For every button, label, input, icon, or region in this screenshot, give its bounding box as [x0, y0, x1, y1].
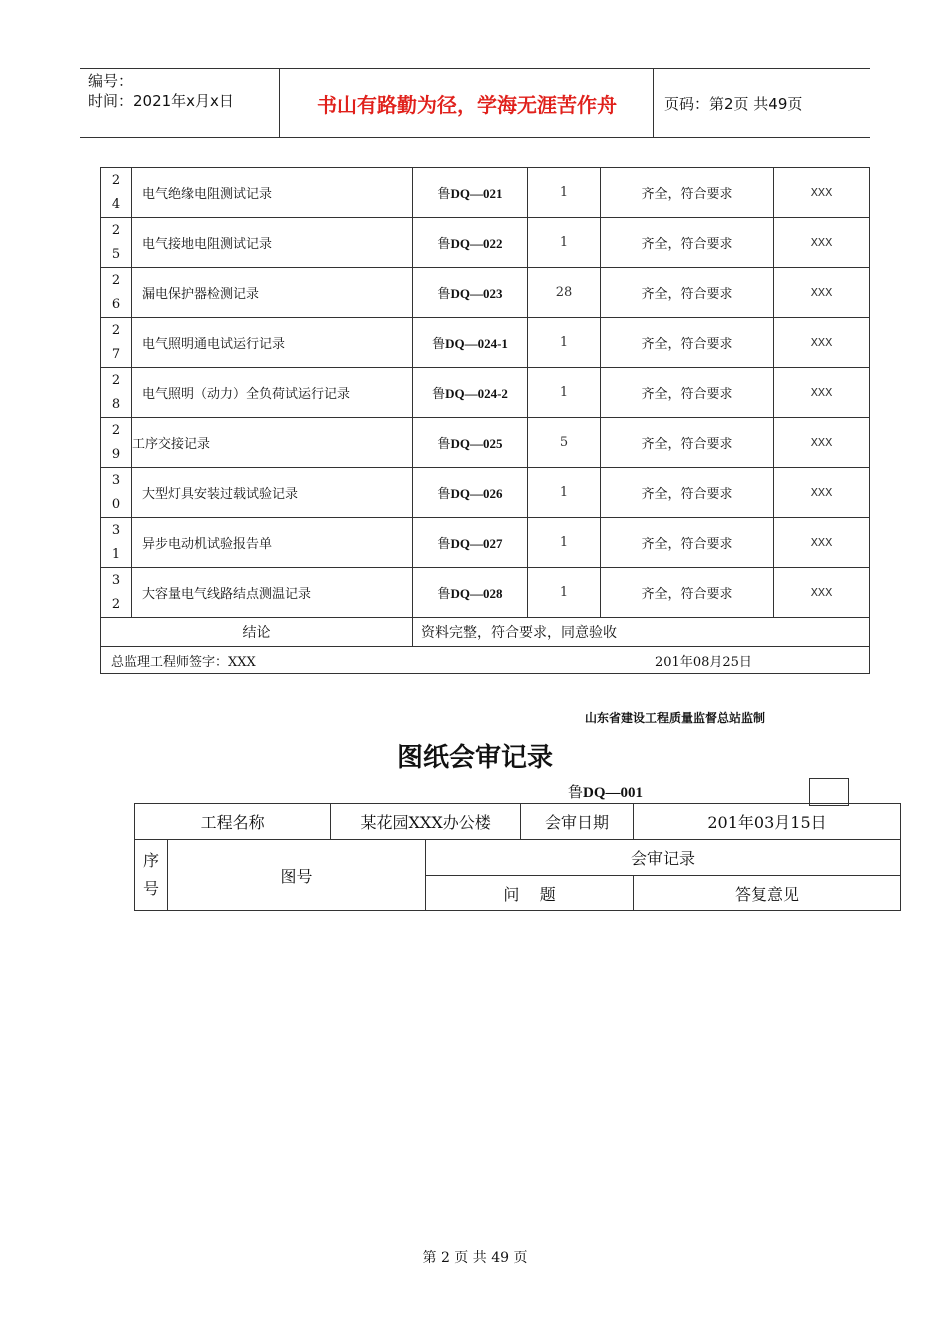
table-row	[101, 168, 870, 218]
row-code-value: DQ—022	[450, 236, 503, 251]
header-motto: 书山有路勤为径，学海无涯苦作舟	[281, 69, 654, 137]
row-status: 齐全，符合要求	[601, 568, 774, 618]
table-row	[101, 268, 870, 318]
row-qty: 1	[528, 318, 601, 368]
row-name: 异步电动机试验报告单	[132, 518, 413, 568]
row-number	[101, 418, 132, 468]
row-number-a: 2	[111, 272, 121, 288]
row-qty: 5	[528, 418, 601, 468]
conclusion-label: 结论	[101, 618, 413, 647]
doc-code-value: DQ—001	[583, 785, 644, 801]
number-label: 编号：	[88, 72, 134, 90]
row-status: 齐全，符合要求	[601, 418, 774, 468]
conclusion-text: 资料完整，符合要求，同意验收	[413, 618, 870, 647]
date-value: 201年03月15日	[634, 804, 901, 840]
table-row	[101, 418, 870, 468]
row-name: 电气接地电阻测试记录	[132, 218, 413, 268]
row-code-prefix: 鲁	[437, 487, 451, 502]
row-number-b: 8	[111, 396, 121, 412]
row-qty: 1	[528, 518, 601, 568]
row-name: 工序交接记录	[132, 418, 413, 468]
row-signer: XXX	[774, 418, 870, 468]
row-number-a: 2	[111, 222, 121, 238]
table-row	[101, 218, 870, 268]
row-number	[101, 218, 132, 268]
page-footer: 第 2 页 共 49 页	[422, 1250, 528, 1266]
row-number	[101, 268, 132, 318]
row-code-prefix: 鲁	[432, 387, 446, 402]
row-code	[413, 518, 528, 568]
row-code-value: DQ—021	[450, 186, 503, 201]
seq-b: 号	[142, 879, 159, 898]
row-code-prefix: 鲁	[437, 537, 451, 552]
conclusion-row	[101, 618, 870, 647]
table-row	[101, 468, 870, 518]
row-number-b: 7	[111, 346, 121, 362]
row-code-prefix: 鲁	[437, 587, 451, 602]
record-label: 会审记录	[426, 840, 901, 876]
row-code	[413, 168, 528, 218]
row-number-b: 0	[111, 496, 121, 512]
row-number-b: 5	[111, 246, 121, 262]
reply-header: 答复意见	[634, 876, 901, 911]
row-signer: XXX	[774, 468, 870, 518]
row-qty: 28	[528, 268, 601, 318]
row-number-b: 2	[111, 596, 121, 612]
row-signer: XXX	[774, 268, 870, 318]
row-code	[413, 218, 528, 268]
signature-row	[101, 647, 870, 674]
row-number-b: 6	[111, 296, 121, 312]
row-name: 电气照明（动力）全负荷试运行记录	[132, 368, 413, 418]
header-page-info: 页码：第2页 共49页	[664, 94, 803, 113]
page-header	[80, 68, 870, 138]
row-signer: XXX	[774, 168, 870, 218]
seq-header	[135, 840, 168, 911]
table-row	[101, 368, 870, 418]
row-number-a: 2	[111, 372, 121, 388]
row-code-prefix: 鲁	[432, 337, 446, 352]
table-row	[101, 318, 870, 368]
project-value: 某花园XXX办公楼	[331, 804, 521, 840]
table-row	[101, 568, 870, 618]
header-meta	[80, 69, 280, 137]
row-code-value: DQ—027	[450, 536, 503, 551]
record-header-row	[135, 840, 901, 876]
row-code	[413, 368, 528, 418]
row-code	[413, 468, 528, 518]
row-signer: XXX	[774, 218, 870, 268]
row-number	[101, 168, 132, 218]
table-row	[101, 518, 870, 568]
row-number	[101, 468, 132, 518]
row-qty: 1	[528, 218, 601, 268]
row-number	[101, 568, 132, 618]
supervisor-line: 山东省建设工程质量监督总站监制	[585, 711, 766, 725]
row-code-value: DQ—026	[450, 486, 503, 501]
row-status: 齐全，符合要求	[601, 318, 774, 368]
doc-title: 图纸会审记录	[396, 743, 553, 773]
row-number-a: 3	[111, 472, 121, 488]
row-number-b: 9	[111, 446, 121, 462]
row-status: 齐全，符合要求	[601, 368, 774, 418]
time-label: 时间：2021年x月x日	[88, 92, 234, 110]
project-row	[135, 804, 901, 840]
row-qty: 1	[528, 168, 601, 218]
question-header: 问 题	[426, 876, 634, 911]
row-number-a: 3	[111, 522, 121, 538]
row-signer: XXX	[774, 518, 870, 568]
row-code	[413, 418, 528, 468]
row-name: 电气照明通电试运行记录	[132, 318, 413, 368]
row-code	[413, 268, 528, 318]
row-code-value: DQ—023	[450, 286, 503, 301]
review-table	[134, 803, 901, 911]
row-code-prefix: 鲁	[437, 437, 451, 452]
row-number	[101, 518, 132, 568]
row-qty: 1	[528, 368, 601, 418]
row-signer: XXX	[774, 318, 870, 368]
row-code-value: DQ—024-1	[445, 336, 508, 351]
row-number-a: 3	[111, 572, 121, 588]
records-table	[100, 167, 870, 674]
row-code-value: DQ—028	[450, 586, 503, 601]
date-label: 会审日期	[521, 804, 634, 840]
row-qty: 1	[528, 568, 601, 618]
row-number-a: 2	[111, 172, 121, 188]
row-code-prefix: 鲁	[437, 187, 451, 202]
row-name: 大型灯具安装过载试验记录	[132, 468, 413, 518]
row-code-value: DQ—024-2	[445, 386, 508, 401]
row-number-b: 1	[111, 546, 121, 562]
drawing-no-header: 图号	[168, 840, 426, 911]
row-code-prefix: 鲁	[437, 237, 451, 252]
row-status: 齐全，符合要求	[601, 168, 774, 218]
doc-code-prefix: 鲁	[568, 783, 584, 801]
signature-label: 总监理工程师签字：XXX	[111, 654, 256, 670]
signature-cell	[101, 647, 870, 674]
row-code	[413, 568, 528, 618]
row-signer: XXX	[774, 368, 870, 418]
row-code	[413, 318, 528, 368]
row-name: 电气绝缘电阻测试记录	[132, 168, 413, 218]
project-label: 工程名称	[135, 804, 331, 840]
row-number	[101, 318, 132, 368]
row-signer: XXX	[774, 568, 870, 618]
row-name: 漏电保护器检测记录	[132, 268, 413, 318]
row-status: 齐全，符合要求	[601, 468, 774, 518]
seq-a: 序	[142, 851, 159, 870]
row-number-a: 2	[111, 422, 121, 438]
signature-date: 201年08月25日	[655, 654, 752, 670]
doc-code	[568, 781, 643, 802]
row-qty: 1	[528, 468, 601, 518]
row-code-value: DQ—025	[450, 436, 503, 451]
row-number-b: 4	[111, 196, 121, 212]
row-name: 大容量电气线路结点测温记录	[132, 568, 413, 618]
code-box	[809, 778, 849, 806]
row-code-prefix: 鲁	[437, 287, 451, 302]
row-status: 齐全，符合要求	[601, 268, 774, 318]
row-number-a: 2	[111, 322, 121, 338]
row-status: 齐全，符合要求	[601, 518, 774, 568]
row-status: 齐全，符合要求	[601, 218, 774, 268]
row-number	[101, 368, 132, 418]
